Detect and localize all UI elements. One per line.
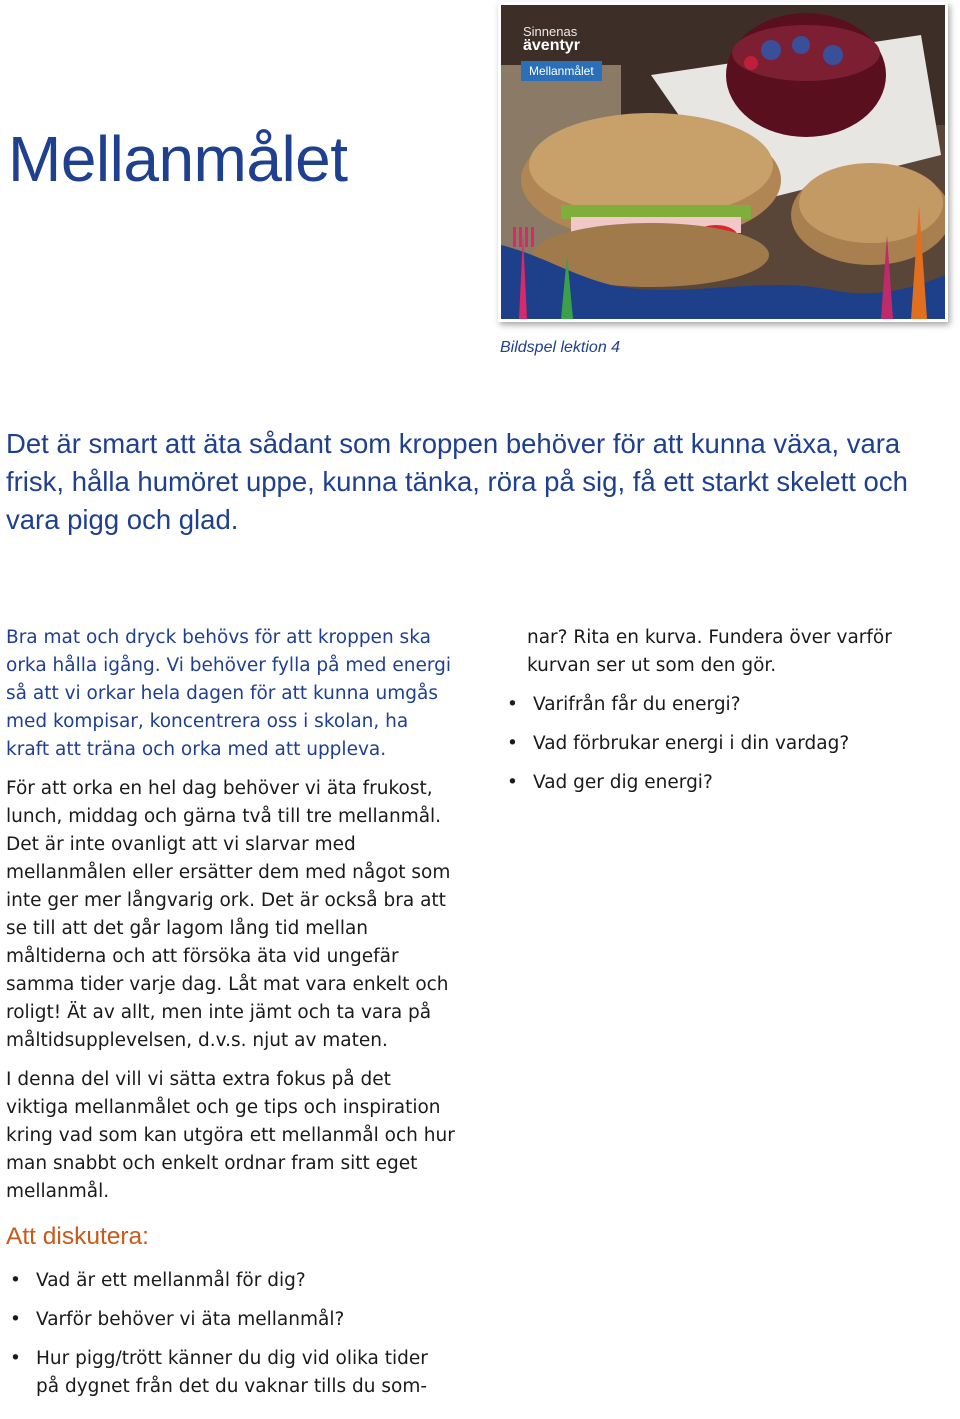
list-item [6,1267,456,1295]
bullet-icon: • [507,772,518,793]
bullet-icon: • [507,694,518,715]
page-title: Mellanmålet [8,123,348,195]
paragraph-2: För att orka en hel dag behöver vi äta frukost, lunch, middag och gärna två till tre mellanmål. Det är inte ovanligt att vi slarvar med mellanmålen eller ersätter dem med något som inte ger mer långvarig ork. Det är också bra att se till att det går lagom lång tid mellan måltiderna och att försöka äta vid ungefär samma tider varje dag. Låt mat vara enkelt och roligt! Ät av allt, men inte jämt och ta vara på måltidsupplevelsen, d.v.s. njut av maten. [6,778,451,1051]
list-continuation: nar? Rita en kurva. Fundera över varför kurvan ser ut som den gör. [527,627,892,676]
right-column [503,624,923,808]
list-item-text: Vad förbrukar energi i din vardag? [533,733,850,754]
list-item-text: Vad är ett mellanmål för dig? [36,1270,306,1291]
bullet-icon: • [507,733,518,754]
logo-line1: Sinnenas [523,24,578,39]
paragraph-1: Bra mat och dryck behövs för att kroppen ska orka hålla igång. Vi behöver fylla på med energi så att vi orkar hela dagen för att kunna umgås med kompisar, koncentrera oss i skolan, ha kraft att träna och orka med att uppleva. [6,627,452,760]
sandwich-photo [498,2,948,322]
discussion-list-continued [503,691,923,797]
list-item [503,769,923,797]
list-item-text: Hur pigg/trött känner du dig vid olika tider på dygnet från det du vaknar tills du som- [36,1348,428,1397]
discussion-heading: Att diskutera: [6,1223,149,1250]
list-item [503,691,923,719]
paragraph-3: I denna del vill vi sätta extra fokus på det viktiga mellanmålet och ge tips och inspiration kring vad som kan utgöra ett mellanmål och hur man snabbt och enkelt ordnar fram sitt eget mellanmål. [6,1069,455,1202]
intro-paragraph: Det är smart att äta sådant som kroppen behöver för att kunna växa, vara frisk, hålla humöret uppe, kunna tänka, röra på sig, få ett starkt skelett och vara pigg och glad. [6,428,908,535]
bullet-icon: • [10,1309,21,1330]
brand-logo [523,25,580,54]
section-tag: Mellanmålet [521,61,602,81]
list-item-text: Varför behöver vi äta mellanmål? [36,1309,345,1330]
bullet-icon: • [10,1348,21,1369]
list-item-text: Vad ger dig energi? [533,772,713,793]
left-column [6,624,456,1412]
list-item-text: Varifrån får du energi? [533,694,741,715]
logo-line2: äventyr [523,37,580,54]
photo-caption: Bildspel lektion 4 [500,339,621,356]
list-item [503,730,923,758]
list-item [6,1306,456,1334]
bullet-icon: • [10,1270,21,1291]
discussion-list [6,1267,456,1401]
list-item [6,1345,456,1401]
